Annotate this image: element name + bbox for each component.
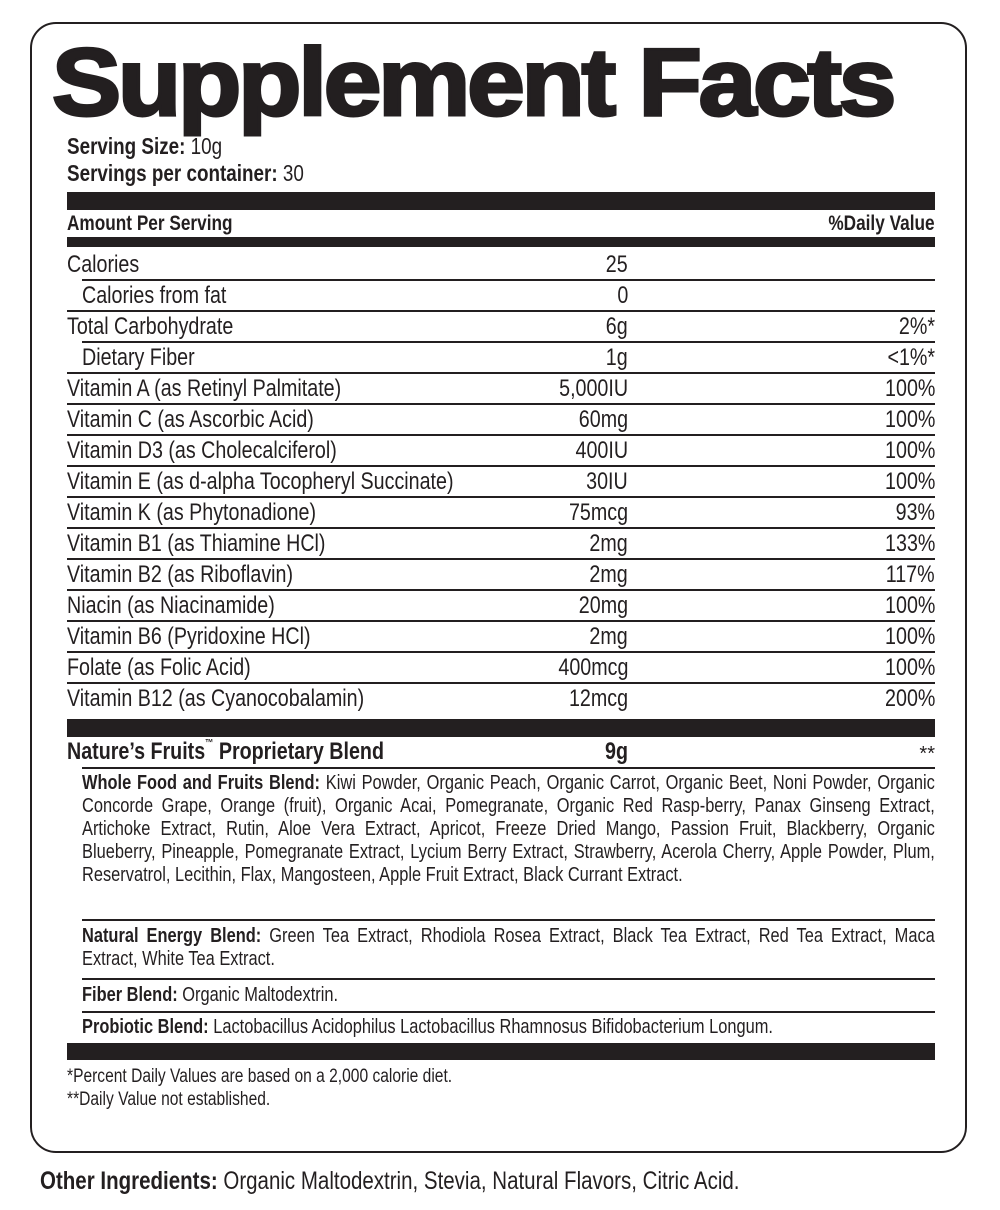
other-ingredients-label: Other Ingredients: xyxy=(40,1167,218,1195)
nutrient-row xyxy=(67,250,935,281)
nutrient-name-text: Folate (as Folic Acid) xyxy=(67,654,251,681)
nutrient-amount-text: 75mcg xyxy=(568,499,628,526)
nutrient-name-text: Vitamin K (as Phytonadione) xyxy=(67,499,317,526)
nutrient-name xyxy=(67,621,364,652)
nutrient-daily-value xyxy=(874,435,935,466)
nutrient-row xyxy=(67,529,935,560)
nutrient-amount-text: 12mcg xyxy=(568,685,628,712)
thick-divider-bottom xyxy=(67,1043,935,1060)
nutrient-amount xyxy=(564,435,628,466)
nutrient-name xyxy=(67,528,382,559)
servings-per-container-value: 30 xyxy=(282,160,304,186)
nutrient-daily-value xyxy=(874,373,935,404)
blend-whole-food-fruits xyxy=(82,772,935,887)
nutrient-name-text: Vitamin C (as Ascorbic Acid) xyxy=(67,406,314,433)
thick-divider-top xyxy=(67,192,935,210)
blend-probiotic xyxy=(82,1016,935,1039)
blend-ingredients: Kiwi Powder, Organic Peach, Organic Carrot, Organic Beet, Noni Powder, Organic Concorde Grape, Orange (fruit), Organic Acai, Pomegranate, Organic Red Rasp-berry, Panax Ginseng Extract, Artichoke Extract, Rutin, Aloe Vera Extract, Apricot, Freeze Dried Mango, Passion Fruit, Blackberry, Organic Blueberry, Pineapple, Pomegranate Extract, Lycium Berry Extract, Strawberry, Acerola Cherry, Apple Powder, Plum, Reservatrol, Lecithin, Flax, Mangosteen, Apple Fruit Extract, Black Currant Extract. xyxy=(82,772,935,886)
footnote-daily-value xyxy=(67,1066,537,1088)
nutrient-daily-value-text: 100% xyxy=(884,437,935,464)
label-title: Supplement Facts xyxy=(52,29,894,136)
blend-ingredients: Organic Maltodextrin. xyxy=(177,984,339,1006)
nutrient-daily-value-text: <1%* xyxy=(887,344,935,371)
nutrient-daily-value xyxy=(875,559,935,590)
blend-ingredients: Green Tea Extract, Rhodiola Rosea Extract, Black Tea Extract, Red Tea Extract, Maca Extract, White Tea Extract. xyxy=(82,925,935,970)
nutrient-name xyxy=(67,683,429,714)
nutrient-daily-value-text: 100% xyxy=(884,592,935,619)
nutrient-row xyxy=(67,560,935,591)
nutrient-amount-text: 20mg xyxy=(578,592,628,619)
nutrient-amount xyxy=(544,373,628,404)
nutrient-daily-value-text: 100% xyxy=(884,406,935,433)
nutrient-amount-text: 0 xyxy=(617,282,628,309)
footnote-not-established xyxy=(67,1089,315,1111)
nutrient-table xyxy=(67,250,935,715)
nutrient-name-text: Vitamin A (as Retinyl Palmitate) xyxy=(67,375,342,402)
nutrient-name xyxy=(67,249,155,280)
nutrient-amount xyxy=(543,652,628,683)
nutrient-daily-value xyxy=(891,311,935,342)
nutrient-amount-text: 400IU xyxy=(575,437,628,464)
nutrient-daily-value xyxy=(874,466,935,497)
nutrient-name xyxy=(67,590,320,621)
trademark-symbol: ™ xyxy=(205,738,214,749)
nutrient-daily-value xyxy=(887,497,935,528)
nutrient-amount xyxy=(568,404,628,435)
nutrient-daily-value-text: 93% xyxy=(895,499,935,526)
blend-divider xyxy=(82,1011,935,1013)
blend-fiber xyxy=(82,984,935,1007)
nutrient-amount-text: 25 xyxy=(606,251,628,278)
serving-size-label: Serving Size: xyxy=(67,133,186,159)
nutrient-amount-text: 1g xyxy=(606,344,628,371)
nutrient-daily-value-text: 100% xyxy=(884,623,935,650)
nutrient-name-text: Calories xyxy=(67,251,140,278)
servings-per-container xyxy=(67,160,356,186)
proprietary-blend-suffix: Proprietary Blend xyxy=(213,738,384,765)
nutrient-amount xyxy=(615,280,628,311)
nutrient-amount xyxy=(581,559,628,590)
blend-label: Fiber Blend: xyxy=(82,984,178,1006)
blend-ingredients: Lactobacillus Acidophilus Lactobacillus Rhamnosus Bifidobacterium Longum. xyxy=(208,1016,773,1038)
header-daily-value: %Daily Value xyxy=(828,212,935,235)
nutrient-amount-text: 6g xyxy=(606,313,628,340)
nutrient-row xyxy=(67,622,935,653)
nutrient-daily-value xyxy=(874,621,935,652)
nutrient-row xyxy=(67,467,935,498)
nutrient-amount-text: 2mg xyxy=(589,530,628,557)
nutrient-name-text: Niacin (as Niacinamide) xyxy=(67,592,275,619)
nutrient-name xyxy=(82,280,258,311)
nutrient-daily-value-text: 100% xyxy=(884,654,935,681)
blend-divider xyxy=(82,978,935,980)
nutrient-daily-value xyxy=(874,590,935,621)
blend-divider xyxy=(82,767,935,769)
nutrient-name xyxy=(67,466,538,497)
nutrient-name-text: Vitamin B12 (as Cyanocobalamin) xyxy=(67,685,365,712)
proprietary-blend-row xyxy=(67,737,935,767)
nutrient-row xyxy=(67,591,935,622)
nutrient-daily-value-text: 117% xyxy=(886,561,935,588)
nutrient-daily-value-text: 133% xyxy=(884,530,935,557)
nutrient-name-text: Vitamin B2 (as Riboflavin) xyxy=(67,561,294,588)
nutrient-name-text: Calories from fat xyxy=(82,282,227,309)
other-ingredients xyxy=(40,1166,893,1196)
header-amount-per-serving: Amount Per Serving xyxy=(67,212,233,235)
nutrient-amount-text: 60mg xyxy=(578,406,628,433)
nutrient-name-text: Vitamin B1 (as Thiamine HCl) xyxy=(67,530,326,557)
nutrient-amount-text: 2mg xyxy=(589,623,628,650)
footnote-text: **Daily Value not established. xyxy=(67,1089,271,1110)
nutrient-daily-value-text: 100% xyxy=(884,375,935,402)
nutrient-name-text: Dietary Fiber xyxy=(82,344,195,371)
nutrient-name-text: Vitamin B6 (Pyridoxine HCl) xyxy=(67,623,311,650)
nutrient-daily-value-text: 200% xyxy=(884,685,935,712)
nutrient-amount-text: 30IU xyxy=(586,468,628,495)
blend-label: Natural Energy Blend: xyxy=(82,925,262,947)
thick-divider-blend xyxy=(67,719,935,737)
nutrient-row xyxy=(67,405,935,436)
nutrient-row xyxy=(67,343,935,374)
nutrient-daily-value xyxy=(874,683,935,714)
servings-per-container-label: Servings per container: xyxy=(67,160,278,186)
nutrient-daily-value xyxy=(874,528,935,559)
serving-size-value: 10g xyxy=(190,133,223,159)
nutrient-amount xyxy=(601,311,628,342)
column-header-row xyxy=(67,210,935,237)
nutrient-name xyxy=(67,652,291,683)
nutrient-daily-value xyxy=(874,404,935,435)
nutrient-daily-value-text: 100% xyxy=(884,468,935,495)
nutrient-name xyxy=(67,404,368,435)
proprietary-blend-amount: 9g xyxy=(605,738,628,765)
nutrient-amount-text: 400mcg xyxy=(557,654,628,681)
proprietary-blend-dv: ** xyxy=(919,743,935,765)
nutrient-amount xyxy=(556,497,628,528)
nutrient-amount xyxy=(556,683,628,714)
nutrient-name xyxy=(67,559,343,590)
nutrient-row xyxy=(67,498,935,529)
nutrient-name xyxy=(82,342,219,373)
nutrient-name-text: Vitamin E (as d-alpha Tocopheryl Succinate) xyxy=(67,468,454,495)
nutrient-daily-value xyxy=(877,342,935,373)
nutrient-amount xyxy=(581,528,628,559)
nutrient-name xyxy=(67,311,270,342)
nutrient-row xyxy=(67,653,935,684)
nutrient-row xyxy=(67,312,935,343)
nutrient-daily-value-text: 2%* xyxy=(898,313,935,340)
nutrient-name xyxy=(67,373,401,404)
nutrient-row xyxy=(67,684,935,715)
nutrient-name-text: Total Carbohydrate xyxy=(67,313,234,340)
nutrient-daily-value xyxy=(874,652,935,683)
footnote-text: *Percent Daily Values are based on a 2,000 calorie diet. xyxy=(67,1066,453,1087)
nutrient-amount xyxy=(581,621,628,652)
nutrient-amount xyxy=(577,466,628,497)
nutrient-name-text: Vitamin D3 (as Cholecalciferol) xyxy=(67,437,337,464)
nutrient-amount xyxy=(568,590,628,621)
nutrient-row xyxy=(67,436,935,467)
nutrient-name xyxy=(67,435,396,466)
nutrient-amount xyxy=(601,342,628,373)
proprietary-blend-name: Nature’s Fruits xyxy=(67,738,206,765)
blend-label: Probiotic Blend: xyxy=(82,1016,209,1038)
nutrient-row xyxy=(67,281,935,312)
thick-divider-header xyxy=(67,237,935,247)
blend-divider xyxy=(82,919,935,921)
nutrient-amount-text: 2mg xyxy=(589,561,628,588)
nutrient-row xyxy=(67,374,935,405)
blend-natural-energy xyxy=(82,925,935,971)
nutrient-name xyxy=(67,497,371,528)
other-ingredients-value: Organic Maltodextrin, Stevia, Natural Flavors, Citric Acid. xyxy=(217,1167,740,1195)
blend-label: Whole Food and Fruits Blend: xyxy=(82,772,321,794)
serving-size xyxy=(67,133,256,159)
nutrient-amount-text: 5,000IU xyxy=(559,375,628,402)
nutrient-amount xyxy=(601,249,628,280)
